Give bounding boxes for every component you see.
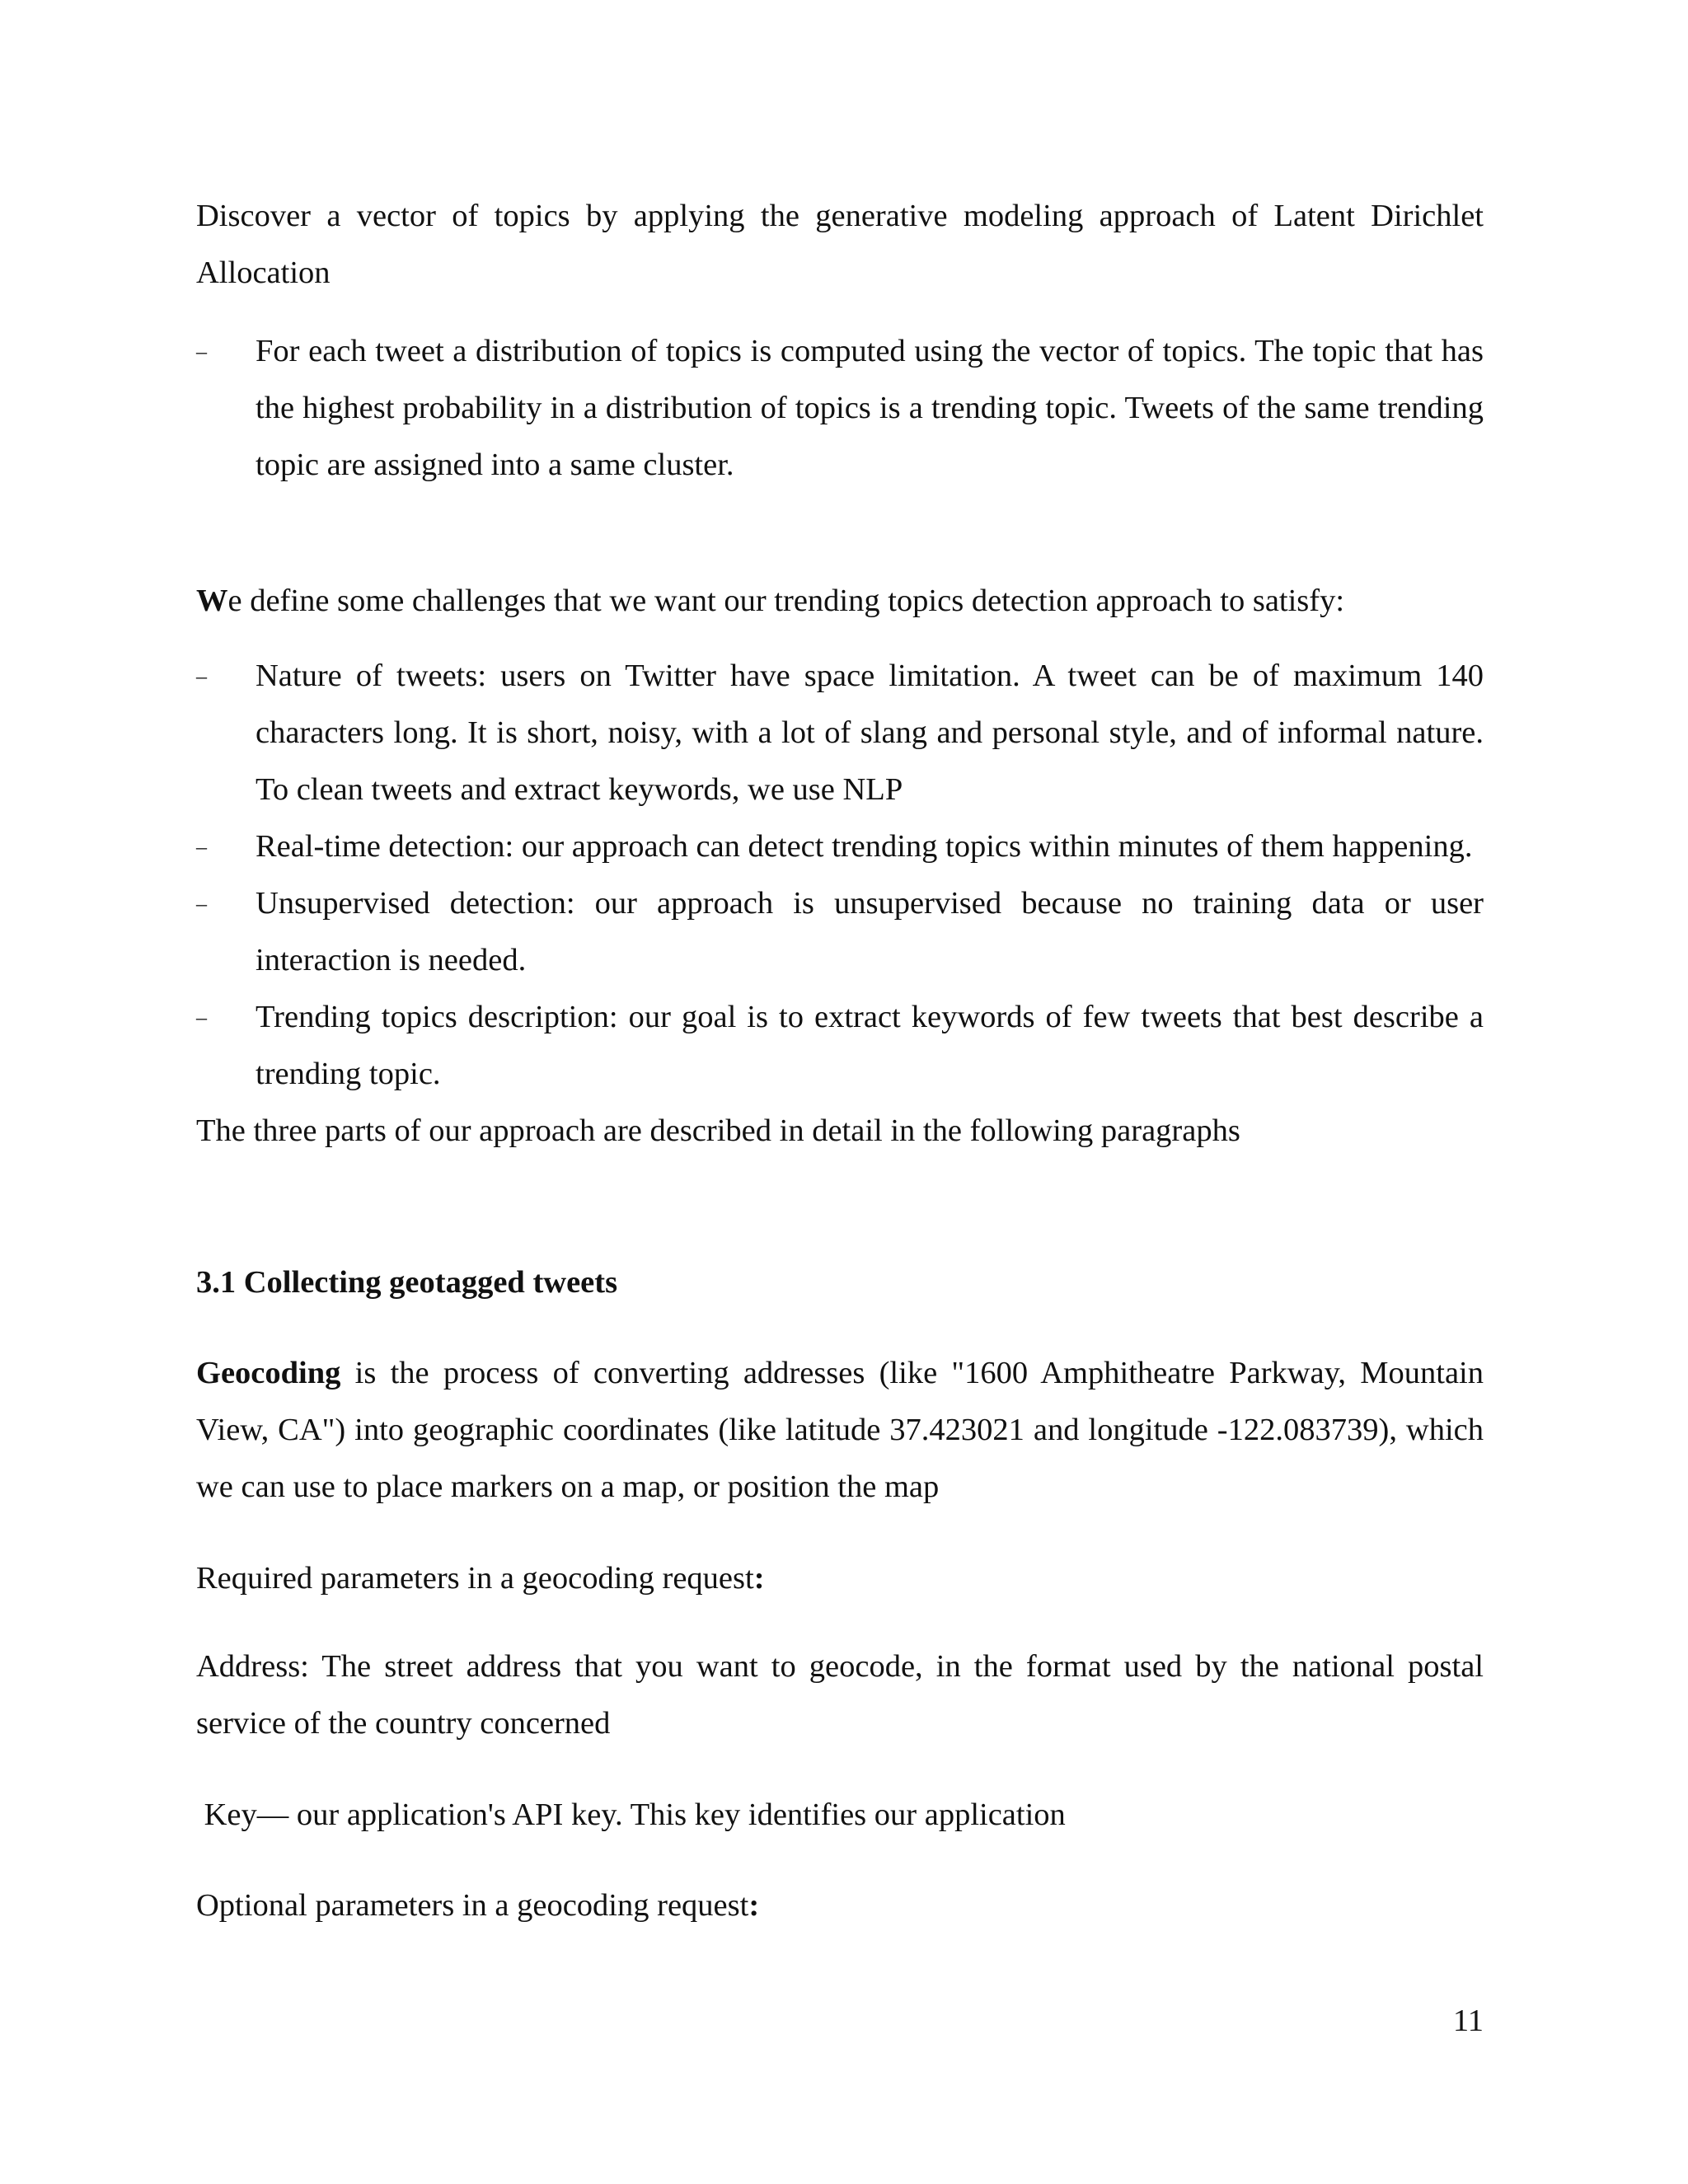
- list-item: [196, 875, 1484, 989]
- list-item-text: Trending topics description: our goal is to extract keywords of few tweets that best describe a trending topic.: [256, 1000, 1484, 1091]
- intro-block: [196, 188, 1484, 302]
- list-dash: –: [196, 664, 207, 688]
- section-heading-block: [196, 1254, 1484, 1311]
- geocoding-description: is the process of converting addresses (like "1600 Amphitheatre Parkway, Mountain View, CA") into geographic coordinates (like latitude 37.423021 and longitude -122.083739), which we can use to place markers on a map, or position the map: [196, 1356, 1484, 1504]
- list-item-text: Unsupervised detection: our approach is unsupervised because no training data or user interaction is needed.: [256, 886, 1484, 977]
- list-item: [196, 323, 1484, 494]
- geocoding-paragraph: [196, 1345, 1484, 1516]
- required-block: [196, 1550, 1484, 1607]
- list-item-text: Real-time detection: our approach can detect trending topics within minutes of them happening.: [256, 829, 1473, 864]
- optional-parameters-label: [196, 1877, 1484, 1934]
- intro-list: [196, 323, 1484, 494]
- page-number: 11: [1452, 2004, 1484, 2038]
- key-block: [196, 1787, 1484, 1844]
- optional-block: [196, 1877, 1484, 1934]
- required-label-colon: :: [753, 1561, 765, 1596]
- optional-label-colon: :: [748, 1888, 760, 1923]
- required-parameters-label: [196, 1550, 1484, 1607]
- list-item-text: For each tweet a distribution of topics is computed using the vector of topics. The topic that has the highest probability in a distribution of topics is a trending topic. Tweets of the same trending topic are assigned into a same cluster.: [256, 334, 1484, 482]
- geocoding-term: Geocoding: [196, 1356, 341, 1390]
- section-heading: 3.1 Collecting geotagged tweets: [196, 1265, 618, 1300]
- list-item-text: Nature of tweets: users on Twitter have space limitation. A tweet can be of maximum 140 characters long. It is short, noisy, with a lot of slang and personal style, and of informal nature. To clean tweets and extract keywords, we use NLP: [256, 658, 1484, 807]
- key-paragraph: Key— our application's API key. This key identifies our application: [196, 1797, 1066, 1832]
- address-paragraph: Address: The street address that you want to geocode, in the format used by the national postal service of the country concerned: [196, 1649, 1484, 1741]
- challenges-list: [196, 648, 1484, 1160]
- optional-label-text: Optional parameters in a geocoding request: [196, 1888, 749, 1923]
- address-block: [196, 1638, 1484, 1752]
- list-dash: –: [196, 835, 207, 859]
- challenges-lead: [196, 573, 1484, 630]
- list-dash: –: [196, 1005, 207, 1029]
- required-label-text: Required parameters in a geocoding request: [196, 1561, 754, 1596]
- geocoding-block: [196, 1345, 1484, 1516]
- challenges-lead-rest: e define some challenges that we want our trending topics detection approach to satisfy:: [227, 583, 1345, 618]
- list-item: [196, 989, 1484, 1103]
- intro-paragraph: Discover a vector of topics by applying the generative modeling approach of Latent Dirichlet Allocation: [196, 199, 1484, 290]
- drop-letter: W: [196, 583, 228, 618]
- challenges-closing: The three parts of our approach are described in detail in the following paragraphs: [196, 1113, 1240, 1148]
- list-item: [196, 818, 1484, 875]
- list-dash: –: [196, 340, 207, 363]
- list-item: [196, 648, 1484, 818]
- challenges-lead-text: [196, 573, 1484, 630]
- list-dash: –: [196, 892, 207, 916]
